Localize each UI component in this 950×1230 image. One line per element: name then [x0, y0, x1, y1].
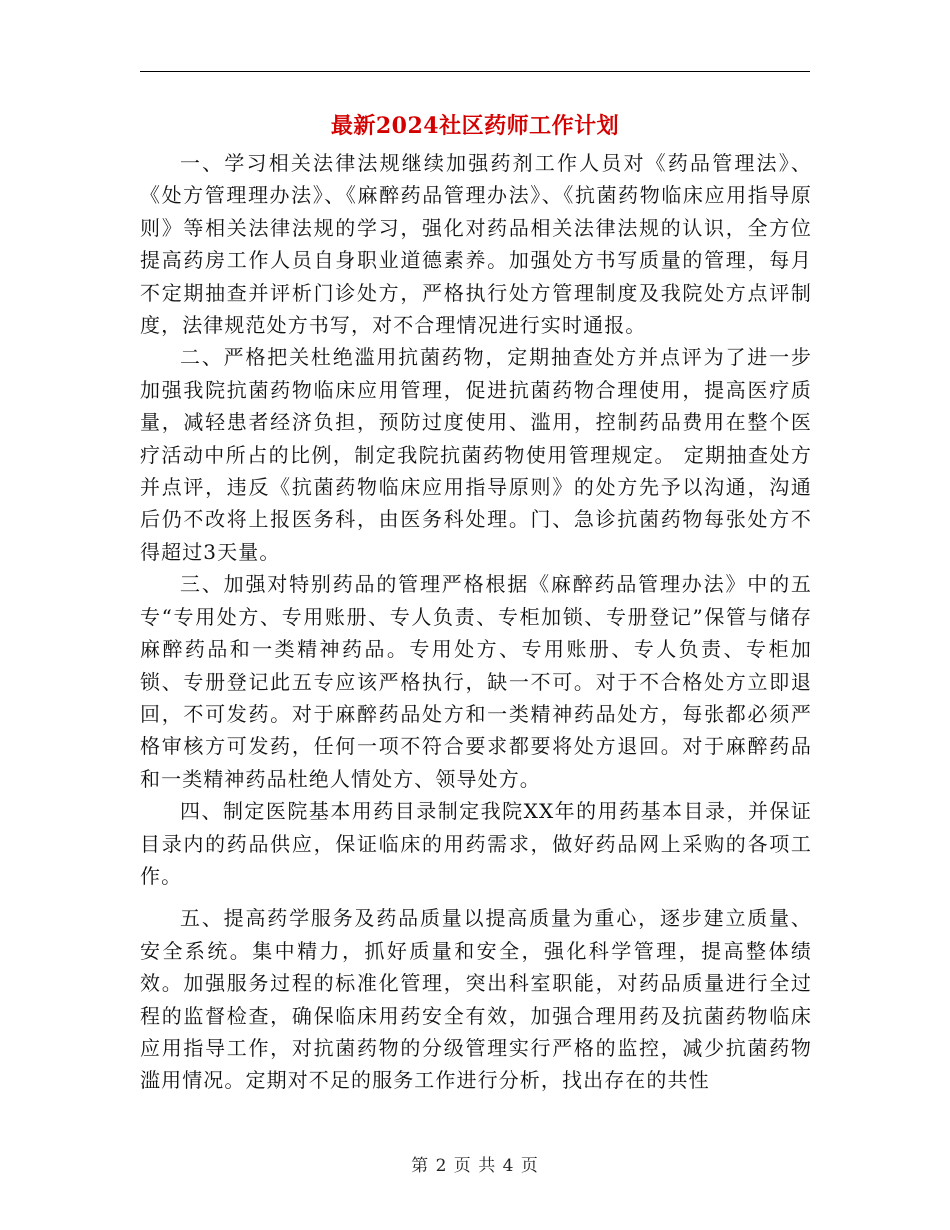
paragraph-2: 二、严格把关杜绝滥用抗菌药物，定期抽查处方并点评为了进一步加强我院抗菌药物临床应用管理，促进抗菌药物合理使用，提高医疗质量，减轻患者经济负担，预防过度使用、滥用，控制药品费用在整个医疗活动中所占的比例，制定我院抗菌药物使用管理规定。 定期抽查处方并点评，违反《抗菌药物临床应用指导原则》的处方先予以沟通，沟通后仍不改将上报医务科，由医务科处理。门、急诊抗菌药物每张处方不得超过3天量。: [140, 345, 812, 564]
paragraph-5: 五、提高药学服务及药品质量以提高质量为重心，逐步建立质量、安全系统。集中精力，抓好质量和安全，强化科学管理，提高整体绩效。加强服务过程的标准化管理，突出科室职能，对药品质量进行全过程的监督检查，确保临床用药安全有效，加强合理用药及抗菌药物临床应用指导工作，对抗菌药物的分级管理实行严格的监控，减少抗菌药物滥用情况。定期对不足的服务工作进行分析，找出存在的共性: [140, 906, 812, 1093]
header-rule: [140, 71, 810, 72]
paragraph-3: 三、加强对特别药品的管理严格根据《麻醉药品管理办法》中的五专“专用处方、专用账册、专人负责、专柜加锁、专册登记”保管与储存麻醉药品和一类精神药品。专用处方、专用账册、专人负责、专柜加锁、专册登记此五专应该严格执行，缺一不可。对于不合格处方立即退回，不可发药。对于麻醉药品处方和一类精神药品处方，每张都必须严格审核方可发药，任何一项不符合要求都要将处方退回。对于麻醉药品和一类精神药品杜绝人情处方、领导处方。: [140, 572, 812, 791]
paragraph-1: 一、学习相关法律法规继续加强药剂工作人员对《药品管理法》、《处方管理理办法》、《麻醉药品管理办法》、《抗菌药物临床应用指导原则》等相关法律法规的学习，强化对药品相关法律法规的认识，全方位提高药房工作人员自身职业道德素养。加强处方书写质量的管理，每月不定期抽查并评析门诊处方，严格执行处方管理制度及我院处方点评制度，法律规范处方书写，对不合理情况进行实时通报。: [140, 151, 812, 338]
page-number-footer: 第 2 页 共 4 页: [411, 1156, 539, 1176]
paragraph-4: 四、制定医院基本用药目录制定我院XX年的用药基本目录，并保证目录内的药品供应，保证临床的用药需求，做好药品网上采购的各项工作。: [140, 799, 812, 888]
document-title: 最新2024社区药师工作计划: [330, 113, 620, 139]
document-body: [140, 147, 812, 1097]
